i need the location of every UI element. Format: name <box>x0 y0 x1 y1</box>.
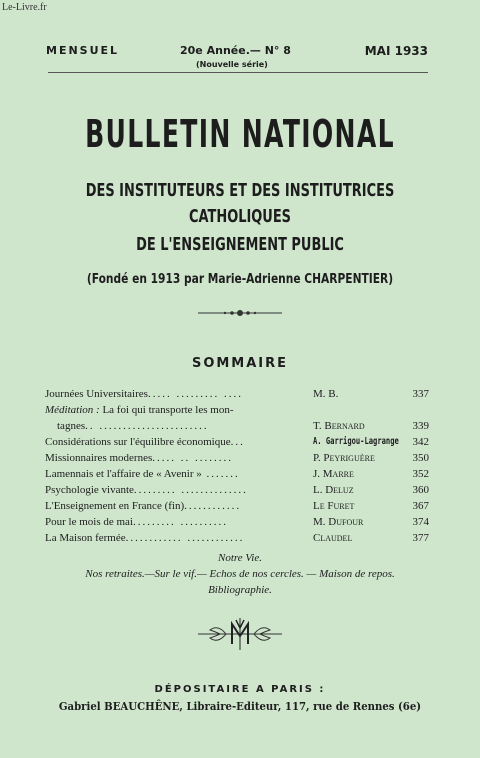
toc-page: 342 <box>412 436 429 448</box>
toc-row: L'Enseignement en France (fin)............ Le Furet 367 <box>45 500 429 512</box>
toc-row: La Maison fermée............ ............ Claudel 377 <box>45 532 429 544</box>
header-divider <box>48 72 428 73</box>
toc-row: Méditation : La foi qui transporte les mon- <box>45 404 234 416</box>
toc-author: A. Garrigou-Lagrange <box>313 436 399 447</box>
divider-ornament-icon <box>198 308 282 318</box>
watermark-brand: Le-Livre.fr <box>2 2 47 13</box>
toc-page: 350 <box>412 452 429 464</box>
toc-row: Pour le mois de mai......... .......... M. Dufour 374 <box>45 516 429 528</box>
toc-author: M. Dufour <box>313 516 364 528</box>
toc-page: 337 <box>412 388 429 400</box>
toc-row: tagnes.. ....................... T. Bernard 339 <box>57 420 429 432</box>
subtitle-line-2: CATHOLIQUES <box>188 206 292 227</box>
notes-line-2: Nos retraites.—Sur le vif.— Echos de nos cercles. — Maison de repos. <box>85 568 395 580</box>
toc-row: Journées Universitaires..... ......... .... M. B. 337 <box>45 388 429 400</box>
toc-page: 377 <box>412 532 429 544</box>
toc-author: Claudel <box>313 532 353 544</box>
toc-page: 339 <box>412 420 429 432</box>
toc-author: L. Deluz <box>313 484 354 496</box>
toc-author: Le Furet <box>313 500 355 512</box>
table-of-contents <box>45 386 429 546</box>
depositaire-address: Gabriel BEAUCHÊNE, Libraire-Editeur, 117, rue de Rennes (6e) <box>58 700 422 713</box>
notes-line-3: Bibliographie. <box>208 584 272 596</box>
founded-note: (Fondé en 1913 par Marie-Adrienne CHARPENTIER) <box>86 272 394 287</box>
toc-row: Lamennais et l'affaire de « Avenir » ....... J. Marre 352 <box>45 468 429 480</box>
subtitle-line-3: DE L'ENSEIGNEMENT PUBLIC <box>136 234 344 255</box>
toc-row: Psychologie vivante......... .............. L. Deluz 360 <box>45 484 429 496</box>
header-row <box>46 44 428 60</box>
toc-page: 367 <box>412 500 429 512</box>
toc-page: 352 <box>412 468 429 480</box>
toc-row: Considérations sur l'équilibre économique... A. Garrigou-Lagrange 342 <box>45 436 429 448</box>
toc-author: T. Bernard <box>313 420 365 432</box>
issue-date: MAI 1933 <box>364 44 428 58</box>
sommaire-heading: SOMMAIRE <box>191 356 289 371</box>
toc-author: P. Peyriguère <box>313 452 375 464</box>
toc-page: 374 <box>412 516 429 528</box>
toc-author: M. B. <box>313 388 339 400</box>
frequency-label: MENSUEL <box>46 44 120 57</box>
toc-row: Missionnaires modernes..... .. ........ P. Peyriguère 350 <box>45 452 429 464</box>
subtitle-line-1: DES INSTITUTEURS ET DES INSTITUTRICES <box>85 180 395 201</box>
monogram-ornament-icon <box>196 614 284 654</box>
notes-line-1: Notre Vie. <box>218 552 262 564</box>
rubriques-list <box>40 550 440 598</box>
issue-number: 20e Année.— N° 8 <box>180 44 291 57</box>
depositaire-heading: DÉPOSITAIRE A PARIS : <box>154 684 326 695</box>
toc-page: 360 <box>412 484 429 496</box>
publication-title: BULLETIN NATIONAL <box>85 112 395 156</box>
toc-author: J. Marre <box>313 468 354 480</box>
series-note: (Nouvelle série) <box>196 60 268 69</box>
